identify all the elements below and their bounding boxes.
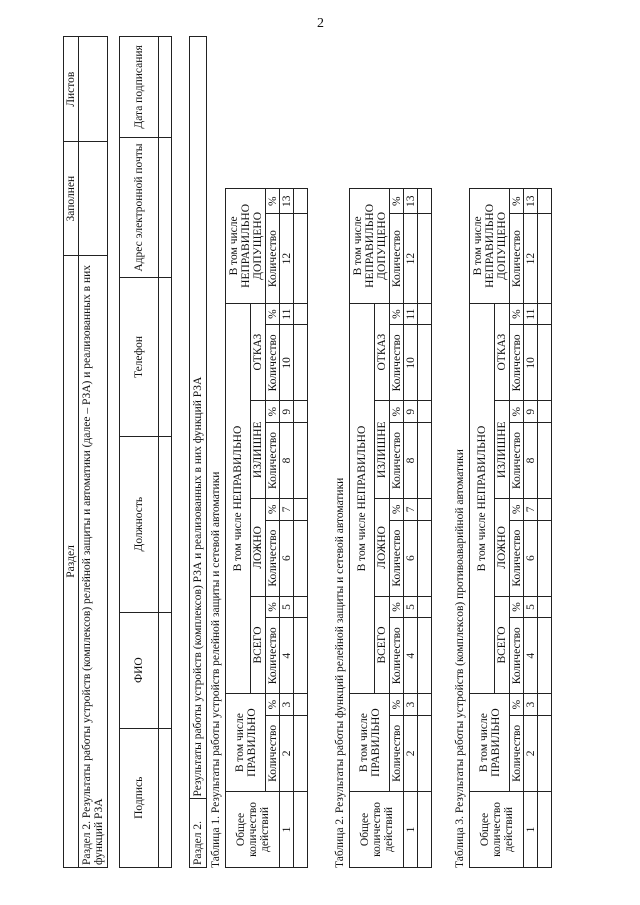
col-lozhno: ЛОЖНО [375,499,390,597]
table-caption: Таблица 2. Результаты работы функций релейной защиты и сетевой автоматики [334,477,346,868]
col-number: 9 [524,401,538,423]
col-number: 7 [280,499,294,521]
col-number: 6 [280,520,294,596]
col-number: 12 [280,214,294,303]
data-cell[interactable] [418,499,432,521]
col-nepravilno: В том числе НЕПРАВИЛЬНО [350,303,375,694]
data-cell[interactable] [538,618,552,694]
data-cell[interactable] [294,401,308,423]
col-kolichestvo: Количество [510,715,524,791]
data-cell[interactable] [294,325,308,401]
data-cell[interactable] [294,618,308,694]
data-cell[interactable] [538,499,552,521]
col-number: 7 [404,499,418,521]
col-kolichestvo: Количество [266,423,280,499]
col-number: 8 [404,423,418,499]
data-cell[interactable] [294,694,308,716]
rotated-form [63,36,575,868]
col-number: 7 [524,499,538,521]
data-cell[interactable] [418,596,432,618]
col-number: 11 [524,303,538,325]
col-otkaz: ОТКАЗ [251,303,266,401]
data-cell[interactable] [294,499,308,521]
col-kolichestvo: Количество [510,214,524,303]
col-number: 11 [404,303,418,325]
col-number: 8 [524,423,538,499]
col-number: 3 [280,694,294,716]
col-izlishne: ИЗЛИШНЕ [375,401,390,499]
col-kolichestvo: Количество [510,520,524,596]
col-kolichestvo: Количество [510,618,524,694]
col-kolichestvo: Количество [266,214,280,303]
sign-cell [159,278,172,436]
col-number: 13 [524,189,538,215]
section-razdel: Раздел 2. [190,799,207,868]
col-kolichestvo: Количество [510,423,524,499]
data-cell[interactable] [418,694,432,716]
col-nepravilno-dopusheno: В том числе НЕПРАВИЛЬНО ДОПУЩЕНО [226,189,266,304]
col-number: 4 [524,618,538,694]
col-kolichestvo: Количество [266,325,280,401]
col-percent: % [390,189,404,215]
col-percent: % [390,694,404,716]
header-col-razdel: Раздел [64,255,79,867]
col-number: 12 [404,214,418,303]
col-nepravilno: В том числе НЕПРАВИЛЬНО [226,303,251,694]
col-percent: % [510,596,524,618]
col-number: 10 [524,325,538,401]
col-number: 10 [280,325,294,401]
sign-cell [159,728,172,867]
col-nepravilno-dopusheno: В том числе НЕПРАВИЛЬНО ДОПУЩЕНО [470,189,510,304]
col-number: 2 [524,715,538,791]
col-number: 5 [280,596,294,618]
header-razdel-text: Раздел 2. Результаты работы устройств (комплексов) релейной защиты и автоматики (далее – РЗА) и реализованных в них функций РЗА [79,255,108,867]
col-kolichestvo: Количество [266,618,280,694]
data-cell[interactable] [418,189,432,215]
table-caption: Таблица 1. Результаты работы устройств релейной защиты и сетевой автоматики [210,471,222,868]
result-table-1 [225,188,308,868]
col-number: 5 [404,596,418,618]
data-cell[interactable] [294,189,308,215]
sign-cell [159,37,172,138]
col-percent: % [266,401,280,423]
col-number: 11 [280,303,294,325]
col-percent: % [390,499,404,521]
data-cell[interactable] [418,423,432,499]
data-cell[interactable] [538,423,552,499]
data-cell[interactable] [538,325,552,401]
col-kolichestvo: Количество [390,325,404,401]
col-number: 1 [404,791,418,867]
data-cell[interactable] [538,715,552,791]
data-cell[interactable] [294,520,308,596]
data-cell[interactable] [294,715,308,791]
sign-cell [159,436,172,612]
data-cell[interactable] [418,303,432,325]
col-number: 9 [404,401,418,423]
sign-data: Дата подписания [120,37,159,138]
col-nepravilno-dopusheno: В том числе НЕПРАВИЛЬНО ДОПУЩЕНО [350,189,390,304]
section-table [189,36,207,868]
col-number: 3 [524,694,538,716]
header-table [63,36,108,868]
col-number: 13 [280,189,294,215]
data-cell[interactable] [418,618,432,694]
sign-dolzhnost: Должность [120,436,159,612]
col-percent: % [510,189,524,215]
col-number: 10 [404,325,418,401]
sign-fio: ФИО [120,612,159,728]
header-zapolnen-cell [79,142,108,255]
sign-podpis: Подпись [120,728,159,867]
section-title: Результаты работы устройств (комплексов) РЗА и реализованных в них функций РЗА [190,37,207,799]
sign-table [119,36,172,868]
data-cell[interactable] [418,791,432,867]
col-izlishne: ИЗЛИШНЕ [251,401,266,499]
col-percent: % [390,401,404,423]
col-number: 6 [524,520,538,596]
col-percent: % [510,401,524,423]
data-cell[interactable] [418,401,432,423]
header-col-zapolnen: Заполнен [64,142,79,255]
data-cell[interactable] [294,214,308,303]
header-col-listov: Листов [64,37,79,142]
col-number: 1 [524,791,538,867]
sign-cell [159,612,172,728]
col-percent: % [266,694,280,716]
sign-telefon: Телефон [120,278,159,436]
col-number: 4 [280,618,294,694]
col-kolichestvo: Количество [510,325,524,401]
col-lozhno: ЛОЖНО [495,499,510,597]
data-cell[interactable] [294,791,308,867]
col-izlishne: ИЗЛИШНЕ [495,401,510,499]
data-cell[interactable] [294,423,308,499]
col-kolichestvo: Количество [266,715,280,791]
data-cell[interactable] [538,189,552,215]
col-number: 3 [404,694,418,716]
col-number: 6 [404,520,418,596]
col-number: 2 [280,715,294,791]
data-cell[interactable] [418,325,432,401]
col-number: 9 [280,401,294,423]
data-cell[interactable] [538,401,552,423]
data-cell[interactable] [418,520,432,596]
col-number: 12 [524,214,538,303]
col-kolichestvo: Количество [390,423,404,499]
col-percent: % [510,694,524,716]
data-cell[interactable] [538,214,552,303]
col-number: 2 [404,715,418,791]
header-listov-cell [79,37,108,142]
col-percent: % [266,189,280,215]
col-obshee: Общее количество действий [470,791,524,867]
col-kolichestvo: Количество [390,214,404,303]
result-table-2 [349,188,432,868]
result-table-3 [469,188,552,868]
col-otkaz: ОТКАЗ [495,303,510,401]
data-cell[interactable] [538,694,552,716]
col-kolichestvo: Количество [390,618,404,694]
col-number: 1 [280,791,294,867]
data-cell[interactable] [538,791,552,867]
col-kolichestvo: Количество [266,520,280,596]
col-percent: % [266,596,280,618]
data-cell[interactable] [294,596,308,618]
page-number: 2 [317,16,324,31]
col-nepravilno: В том числе НЕПРАВИЛЬНО [470,303,495,694]
col-pravilno: В том числе ПРАВИЛЬНО [226,694,266,792]
data-cell[interactable] [538,303,552,325]
col-pravilno: В том числе ПРАВИЛЬНО [350,694,390,792]
table-caption: Таблица 3. Результаты работы устройств (комплексов) противоаварийной автоматики [454,449,466,868]
data-cell[interactable] [418,715,432,791]
sign-cell [159,137,172,278]
col-percent: % [510,499,524,521]
data-cell[interactable] [538,520,552,596]
col-pravilno: В том числе ПРАВИЛЬНО [470,694,510,792]
col-percent: % [510,303,524,325]
data-cell[interactable] [418,214,432,303]
col-otkaz: ОТКАЗ [375,303,390,401]
col-obshee: Общее количество действий [350,791,404,867]
data-cell[interactable] [294,303,308,325]
col-number: 8 [280,423,294,499]
col-percent: % [390,596,404,618]
col-percent: % [390,303,404,325]
col-number: 5 [524,596,538,618]
sign-email: Адрес электронной почты [120,137,159,278]
col-vsego: ВСЕГО [251,596,266,694]
col-number: 13 [404,189,418,215]
col-percent: % [266,303,280,325]
data-cell[interactable] [538,596,552,618]
col-percent: % [266,499,280,521]
col-number: 4 [404,618,418,694]
col-vsego: ВСЕГО [495,596,510,694]
col-kolichestvo: Количество [390,715,404,791]
col-vsego: ВСЕГО [375,596,390,694]
col-lozhno: ЛОЖНО [251,499,266,597]
col-obshee: Общее количество действий [226,791,280,867]
col-kolichestvo: Количество [390,520,404,596]
